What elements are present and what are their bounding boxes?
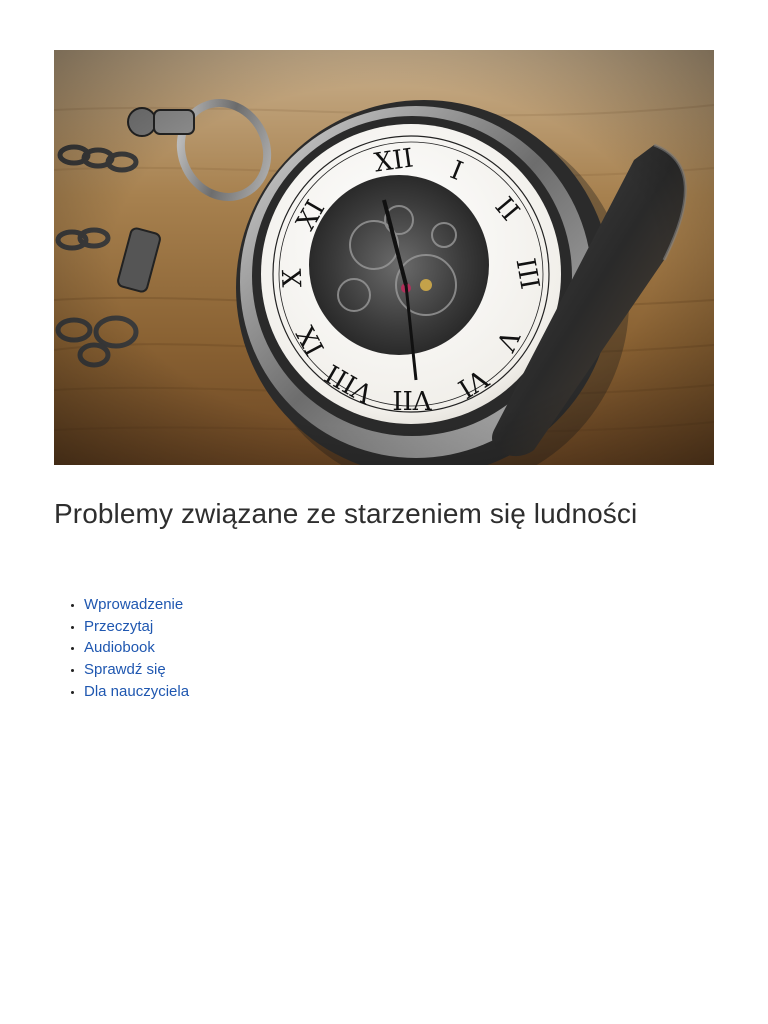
table-of-contents [54,594,189,703]
pocket-watch-image [54,50,714,465]
toc-item-for-teacher [84,681,189,703]
toc-item-read [84,616,189,638]
hero-image [54,50,714,465]
toc-item-audiobook [84,637,189,659]
toc-link-read[interactable]: Przeczytaj [84,617,154,635]
toc-link-for-teacher[interactable]: Dla nauczyciela [84,682,190,700]
toc-link-audiobook[interactable]: Audiobook [84,639,155,657]
toc-item-introduction [84,594,189,616]
page-title: Problemy związane ze starzeniem się ludności [54,498,638,529]
toc-item-check-yourself [84,659,189,681]
toc-link-introduction[interactable]: Wprowadzenie [84,596,184,613]
toc-link-check-yourself[interactable]: Sprawdź się [84,661,166,679]
